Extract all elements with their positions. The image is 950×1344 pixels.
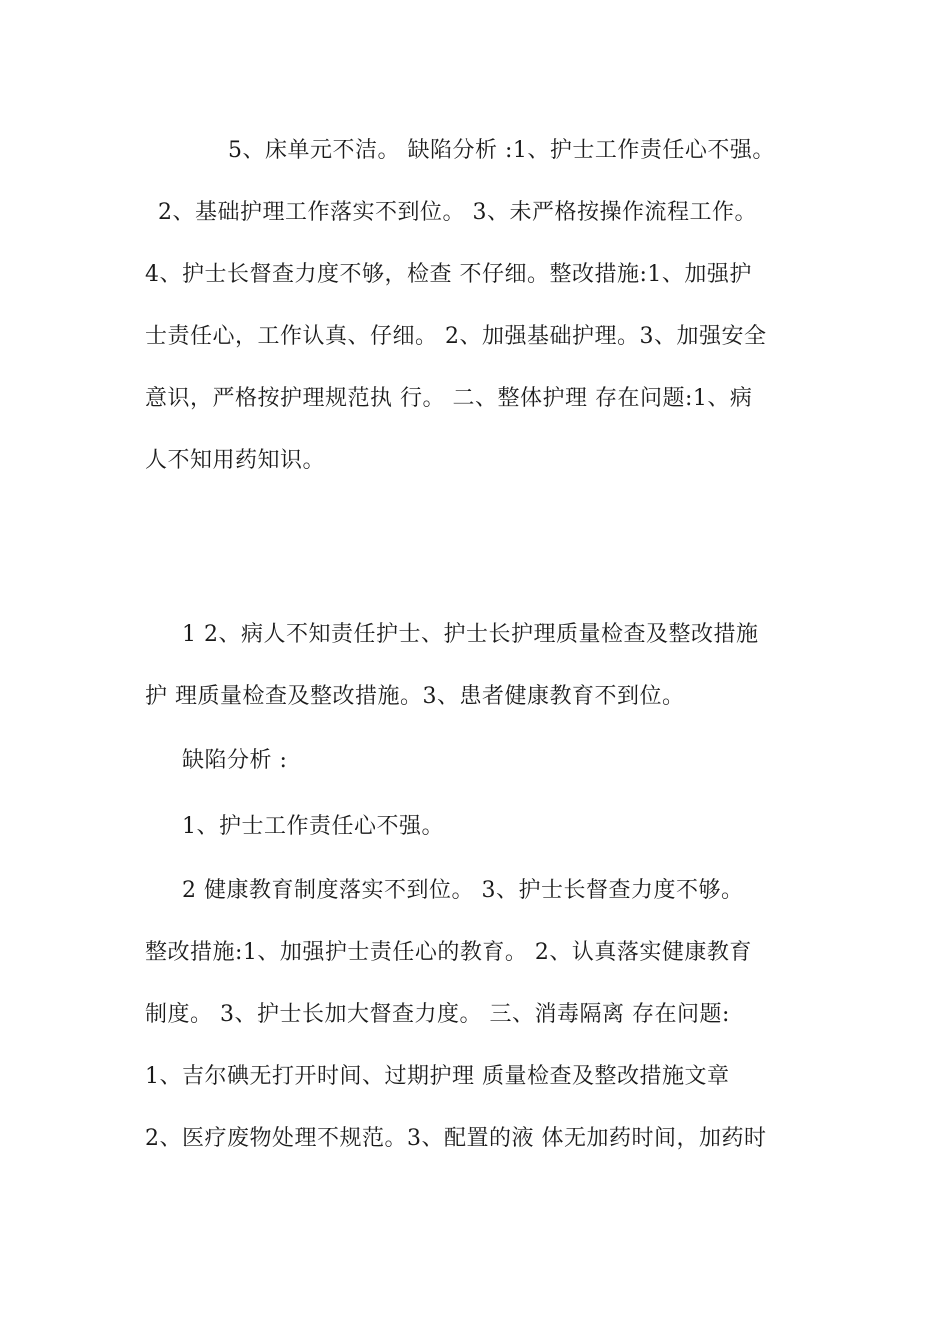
paragraph-line: 1 2、病人不知责任护士、护士长护理质量检查及整改措施 [182, 622, 759, 647]
paragraph-line: 整改措施:1、加强护士责任心的教育。 2、认真落实健康教育 [145, 940, 752, 965]
paragraph-line: 4、护士长督查力度不够，检查 不仔细。整改措施:1、加强护 [145, 262, 752, 287]
paragraph-line: 2、基础护理工作落实不到位。 3、未严格按操作流程工作。 [158, 200, 757, 225]
paragraph-line: 5、床单元不洁。 缺陷分析 :1、护士工作责任心不强。 [228, 138, 775, 163]
paragraph-line: 2 健康教育制度落实不到位。 3、护士长督查力度不够。 [182, 878, 744, 903]
paragraph-line: 1、吉尔碘无打开时间、过期护理 质量检查及整改措施文章 [145, 1064, 730, 1089]
paragraph-line: 制度。 3、护士长加大督查力度。 三、消毒隔离 存在问题: [145, 1002, 730, 1027]
section-heading: 缺陷分析 : [182, 748, 288, 773]
paragraph-line: 1、护士工作责任心不强。 [182, 814, 444, 839]
paragraph-line: 2、医疗废物处理不规范。3、配置的液 体无加药时间，加药时 [145, 1126, 767, 1151]
paragraph-line: 人不知用药知识。 [145, 448, 326, 473]
paragraph-line: 士责任心，工作认真、仔细。 2、加强基础护理。3、加强安全 [145, 324, 767, 349]
paragraph-line: 护 理质量检查及整改措施。3、患者健康教育不到位。 [145, 684, 685, 709]
paragraph-line: 意识，严格按护理规范执 行。 二、整体护理 存在问题:1、病 [145, 386, 753, 411]
